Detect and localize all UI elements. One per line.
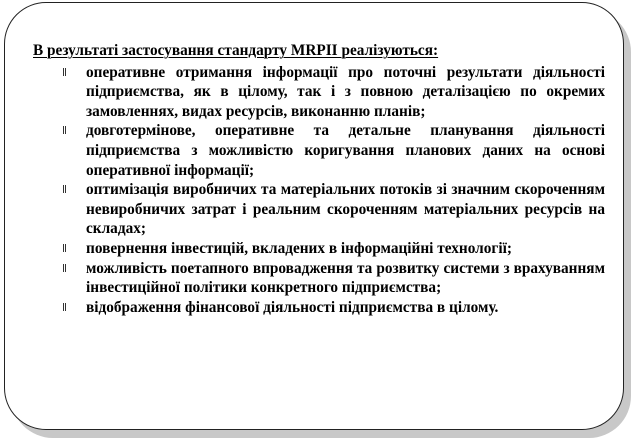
list-item-text: оптимізація виробничих та матеріальних потоків зі значним скороченням невиробничих затрат і реальним скороченням матеріальних ресурсів на складах; (86, 181, 605, 238)
list-item-text: довготермінове, оперативне та детальне планування діяльності підприємства з можливістю коригування планових даних на основі оперативної інформації; (86, 122, 605, 179)
list-item (33, 121, 605, 180)
list-item-text: можливість поетапного впровадження та розвитку системи з врахуванням інвестиційної політики конкретного підприємства; (86, 259, 605, 297)
list-item (33, 63, 605, 122)
bullet-icon (63, 126, 66, 134)
list-item (33, 239, 605, 259)
list-item (33, 259, 605, 298)
bullet-icon (63, 264, 66, 272)
bullet-icon (63, 303, 66, 311)
list-item-text: оперативне отримання інформації про поточні результати діяльності підприємства, як в цілому, так і з повною деталізацією по окремих замовленнях, видах ресурсів, виконанню планів; (86, 63, 605, 120)
text-content (33, 41, 605, 317)
bullet-icon (63, 185, 66, 193)
bullet-list (33, 63, 605, 318)
list-item (33, 180, 605, 239)
bullet-icon (63, 68, 66, 76)
list-item (33, 298, 605, 318)
list-item-text: повернення інвестицій, вкладених в інформаційні технології; (86, 239, 512, 257)
list-item-text: відображення фінансової діяльності підприємства в цілому. (86, 298, 499, 316)
bullet-icon (63, 244, 66, 252)
text-frame (4, 2, 624, 430)
heading: В результаті застосування стандарту MRPII реалізуються: (33, 42, 439, 59)
